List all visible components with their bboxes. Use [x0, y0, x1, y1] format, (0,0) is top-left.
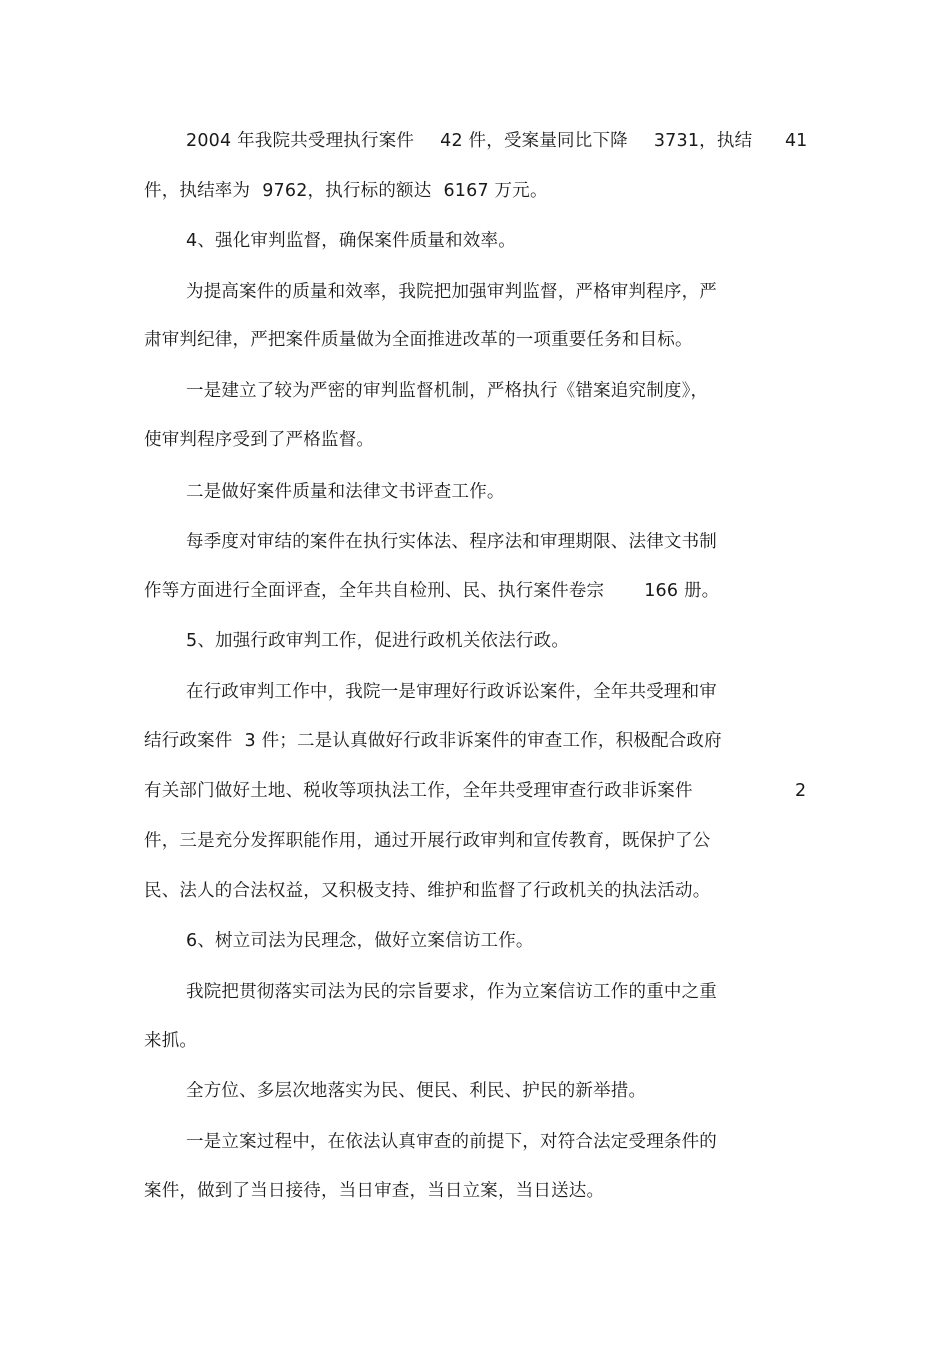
text-line: [144, 179, 548, 203]
text-segment: 2004 年我院共受理执行案件: [186, 131, 415, 151]
text-line: [144, 779, 693, 803]
text-line: 案件，做到了当日接待，当日审查，当日立案，当日送达。: [144, 1181, 605, 1201]
text-segment: 6167 万元。: [443, 181, 548, 201]
text-line: 在行政审判工作中，我院一是审理好行政诉讼案件，全年共受理和审: [186, 682, 717, 702]
text-line: [186, 129, 752, 153]
section-heading: 5、加强行政审判工作，促进行政机关依法行政。: [186, 631, 570, 651]
text-line: 每季度对审结的案件在执行实体法、程序法和审理期限、法律文书制: [186, 532, 717, 552]
text-line: 件，三是充分发挥职能作用，通过开展行政审判和宣传教育，既保护了公: [144, 831, 711, 851]
text-segment: 作等方面进行全面评查，全年共自检刑、民、执行案件卷宗: [144, 581, 605, 601]
text-line: 使审判程序受到了严格监督。: [144, 430, 375, 450]
text-segment: 结行政案件: [144, 731, 233, 751]
text-segment: 3731，执结: [653, 131, 753, 151]
text-segment: 42 件，受案量同比下降: [440, 131, 628, 151]
text-line: 二是做好案件质量和法律文书评查工作。: [186, 482, 505, 502]
text-line: 为提高案件的质量和效率，我院把加强审判监督，严格审判程序，严: [186, 282, 717, 302]
text-segment: 有关部门做好土地、税收等项执法工作，全年共受理审查行政非诉案件: [144, 781, 693, 801]
text-segment: 3 件；二是认真做好行政非诉案件的审查工作，积极配合政府: [244, 731, 722, 751]
text-line: [144, 579, 719, 603]
text-segment: 件，执结率为: [144, 181, 251, 201]
text-line: 民、法人的合法权益，又积极支持、维护和监督了行政机关的执法活动。: [144, 881, 711, 901]
section-heading: 6、树立司法为民理念，做好立案信访工作。: [186, 931, 534, 951]
text-segment: 166 册。: [644, 581, 720, 601]
text-line: 我院把贯彻落实司法为民的宗旨要求，作为立案信访工作的重中之重: [186, 982, 717, 1002]
text-line: 全方位、多层次地落实为民、便民、利民、护民的新举措。: [186, 1081, 647, 1101]
text-line: 一是建立了较为严密的审判监督机制，严格执行《错案追究制度》，: [186, 381, 709, 401]
text-line: [144, 729, 722, 753]
text-segment: 2: [795, 781, 807, 801]
text-line: 肃审判纪律，严把案件质量做为全面推进改革的一项重要任务和目标。: [144, 330, 693, 350]
text-line: 来抓。: [144, 1031, 198, 1051]
section-heading: 4、强化审判监督，确保案件质量和效率。: [186, 231, 516, 251]
text-segment: 41: [785, 131, 808, 151]
text-segment: 9762，执行标的额达: [262, 181, 432, 201]
text-line: 一是立案过程中，在依法认真审查的前提下，对符合法定受理条件的: [186, 1132, 717, 1152]
